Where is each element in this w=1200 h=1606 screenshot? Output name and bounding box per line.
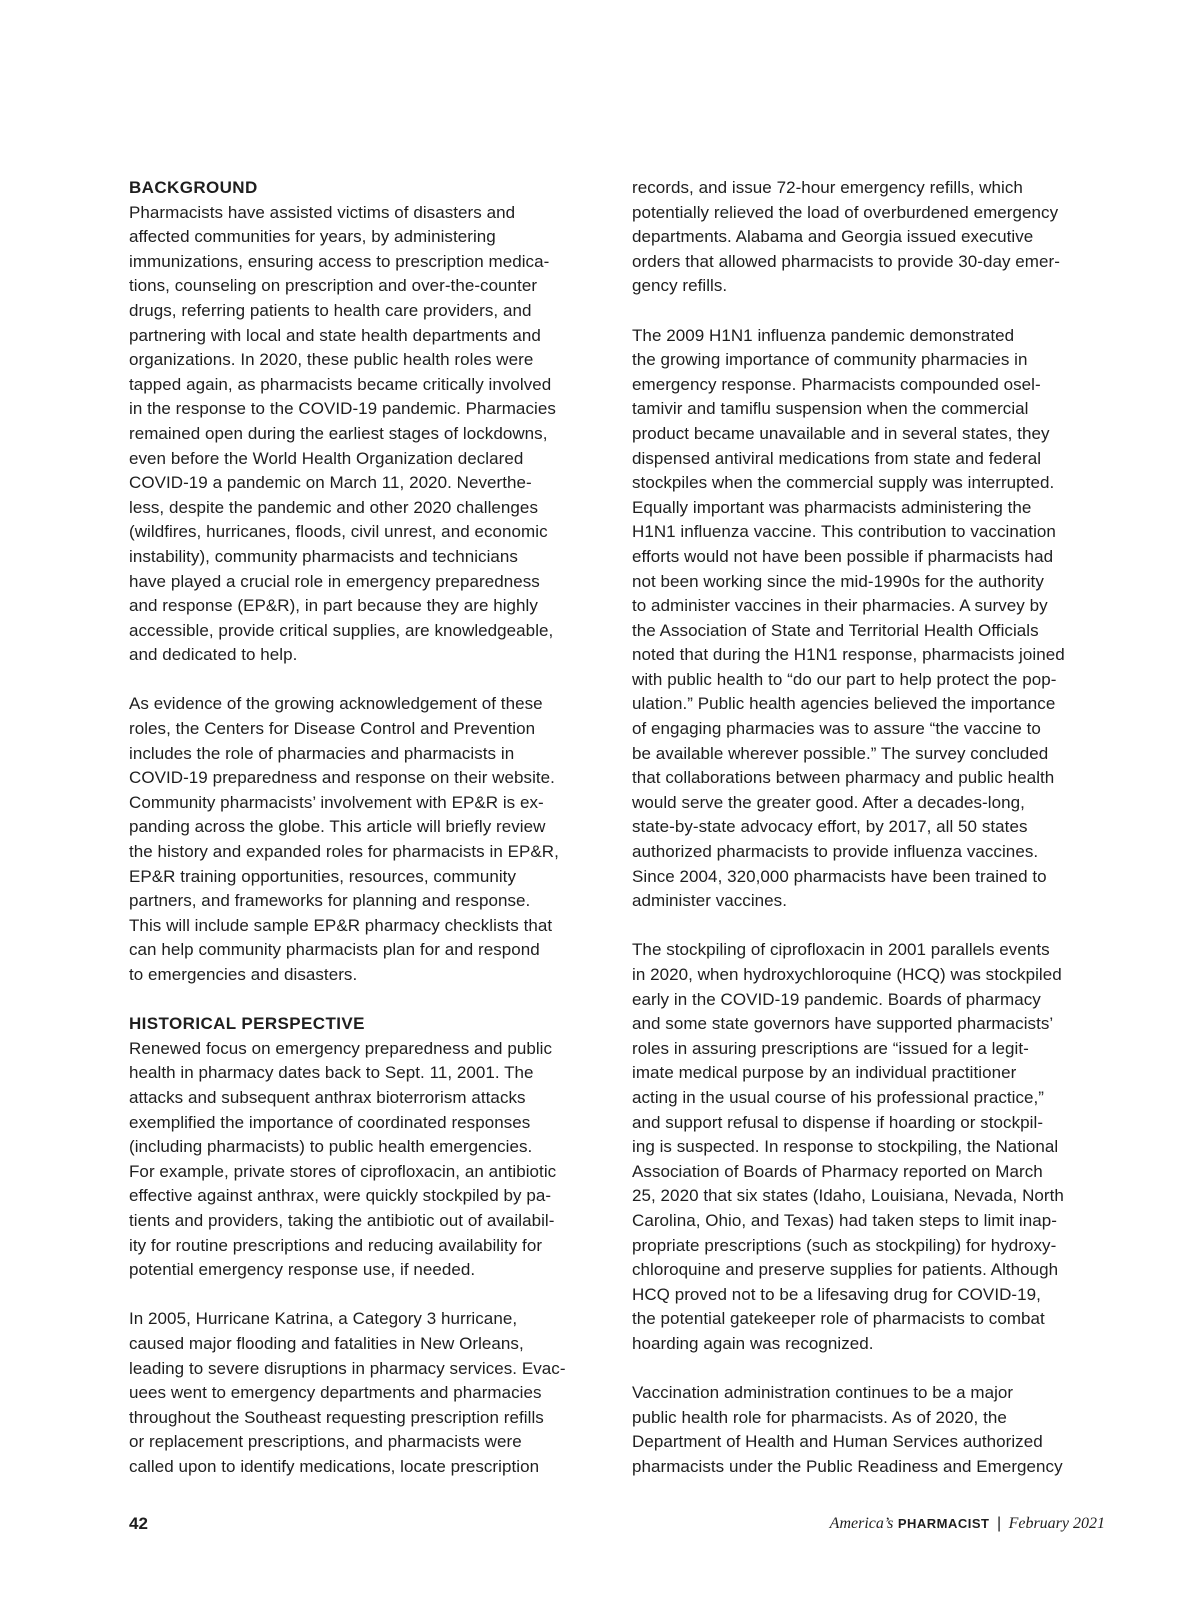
- text-line: For example, private stores of ciprofloxacin, an antibiotic: [129, 1161, 557, 1181]
- text-line: departments. Alabama and Georgia issued executive: [632, 227, 1034, 247]
- text-line: stockpiles when the commercial supply was interrupted.: [632, 473, 1055, 493]
- text-line: early in the COVID-19 pandemic. Boards of pharmacy: [632, 989, 1041, 1009]
- text-line: The 2009 H1N1 influenza pandemic demonstrated: [632, 325, 1015, 345]
- text-line: includes the role of pharmacies and pharmacists in: [129, 743, 515, 763]
- text-line: Association of Boards of Pharmacy reported on March: [632, 1161, 1043, 1181]
- section-heading: HISTORICAL PERSPECTIVE: [129, 1014, 365, 1034]
- text-line: even before the World Health Organization declared: [129, 448, 524, 468]
- text-line: ity for routine prescriptions and reducing availability for: [129, 1235, 543, 1255]
- text-line: This will include sample EP&R pharmacy checklists that: [129, 915, 553, 935]
- footer-separator: |: [996, 1515, 1002, 1532]
- text-line: administer vaccines.: [632, 891, 788, 911]
- text-line: Renewed focus on emergency preparedness and public: [129, 1038, 553, 1058]
- text-line: EP&R training opportunities, resources, community: [129, 866, 517, 886]
- text-line: ing is suspected. In response to stockpiling, the National: [632, 1137, 1059, 1157]
- text-line: panding across the globe. This article will briefly review: [129, 817, 546, 837]
- text-line: partners, and frameworks for planning and response.: [129, 891, 531, 911]
- text-line: public health role for pharmacists. As of 2020, the: [632, 1407, 1007, 1427]
- text-line: chloroquine and preserve supplies for patients. Although: [632, 1260, 1059, 1280]
- text-line: in the response to the COVID-19 pandemic. Pharmacies: [129, 399, 556, 419]
- text-line: throughout the Southeast requesting prescription refills: [129, 1407, 544, 1427]
- text-line: The stockpiling of ciprofloxacin in 2001 parallels events: [632, 940, 1050, 960]
- text-line: gency refills.: [632, 276, 728, 296]
- text-line: records, and issue 72-hour emergency refills, which: [632, 178, 1023, 197]
- text-line: noted that during the H1N1 response, pharmacists joined: [632, 645, 1065, 665]
- text-line: As evidence of the growing acknowledgement of these: [129, 694, 543, 714]
- text-line: tapped again, as pharmacists became critically involved: [129, 374, 552, 394]
- text-line: COVID-19 a pandemic on March 11, 2020. Neverthe-: [129, 473, 532, 493]
- text-line: In 2005, Hurricane Katrina, a Category 3 hurricane,: [129, 1309, 518, 1329]
- text-line: to administer vaccines in their pharmacies. A survey by: [632, 596, 1048, 616]
- text-line: 25, 2020 that six states (Idaho, Louisiana, Nevada, North: [632, 1186, 1064, 1206]
- text-line: dispensed antiviral medications from state and federal: [632, 448, 1042, 468]
- paragraph-gap: [129, 988, 601, 1013]
- text-line: the potential gatekeeper role of pharmacists to combat: [632, 1309, 1045, 1329]
- text-line: that collaborations between pharmacy and public health: [632, 768, 1055, 788]
- text-line: organizations. In 2020, these public health roles were: [129, 350, 534, 370]
- text-line: of engaging pharmacies was to assure “the vaccine to: [632, 719, 1041, 739]
- text-line: COVID-19 preparedness and response on their website.: [129, 768, 555, 788]
- text-line: Since 2004, 320,000 pharmacists have been trained to: [632, 866, 1047, 886]
- text-line: tamivir and tamiflu suspension when the commercial: [632, 399, 1029, 419]
- text-line: ulation.” Public health agencies believed the importance: [632, 694, 1056, 714]
- paragraph-gap: [632, 299, 1104, 324]
- paragraph-gap: [632, 914, 1104, 939]
- text-line: tions, counseling on prescription and over-the-counter: [129, 276, 538, 296]
- text-line: health in pharmacy dates back to Sept. 11, 2001. The: [129, 1063, 534, 1083]
- text-line: drugs, referring patients to health care providers, and: [129, 300, 532, 320]
- text-line: partnering with local and state health departments and: [129, 325, 541, 345]
- left-column: [129, 176, 601, 1479]
- text-line: accessible, provide critical supplies, are knowledgeable,: [129, 620, 554, 640]
- text-line: roles, the Centers for Disease Control and Prevention: [129, 719, 536, 739]
- text-line: the Association of State and Territorial Health Officials: [632, 620, 1039, 640]
- text-line: roles in assuring prescriptions are “issued for a legit-: [632, 1038, 1029, 1058]
- text-line: and response (EP&R), in part because they are highly: [129, 596, 538, 616]
- text-line: propriate prescriptions (such as stockpiling) for hydroxy-: [632, 1235, 1057, 1255]
- section-heading: BACKGROUND: [129, 178, 258, 197]
- text-line: not been working since the mid-1990s for the authority: [632, 571, 1044, 591]
- text-line: authorized pharmacists to provide influenza vaccines.: [632, 842, 1039, 862]
- text-line: state-by-state advocacy effort, by 2017, all 50 states: [632, 817, 1028, 837]
- issue-date: February 2021: [1008, 1515, 1105, 1532]
- text-line: and some state governors have supported pharmacists’: [632, 1014, 1054, 1034]
- text-line: pharmacists under the Public Readiness and Emergency: [632, 1456, 1063, 1476]
- text-line: acting in the usual course of his professional practice,”: [632, 1087, 1045, 1107]
- text-line: effective against anthrax, were quickly stockpiled by pa-: [129, 1186, 552, 1206]
- text-line: Equally important was pharmacists administering the: [632, 497, 1032, 517]
- text-line: H1N1 influenza vaccine. This contribution to vaccination: [632, 522, 1056, 542]
- text-line: Community pharmacists’ involvement with EP&R is ex-: [129, 792, 544, 812]
- text-line: affected communities for years, by administering: [129, 227, 496, 247]
- paragraph-gap: [129, 668, 601, 693]
- text-line: can help community pharmacists plan for and respond: [129, 940, 540, 960]
- text-line: (including pharmacists) to public health emergencies.: [129, 1137, 533, 1157]
- text-line: imate medical purpose by an individual practitioner: [632, 1063, 1017, 1083]
- text-line: potential emergency response use, if needed.: [129, 1260, 476, 1280]
- text-line: potentially relieved the load of overburdened emergency: [632, 202, 1059, 222]
- text-line: to emergencies and disasters.: [129, 965, 358, 984]
- text-line: or replacement prescriptions, and pharmacists were: [129, 1432, 522, 1452]
- text-line: and dedicated to help.: [129, 645, 298, 665]
- text-line: emergency response. Pharmacists compounded osel-: [632, 374, 1041, 394]
- text-line: with public health to “do our part to help protect the pop-: [632, 669, 1057, 689]
- publication-prefix: America’s: [829, 1515, 894, 1532]
- paragraph-gap: [632, 1357, 1104, 1382]
- text-line: would serve the greater good. After a decades-long,: [632, 792, 1025, 812]
- text-line: hoarding again was recognized.: [632, 1333, 874, 1353]
- text-line: leading to severe disruptions in pharmacy services. Evac-: [129, 1358, 566, 1378]
- text-line: in 2020, when hydroxychloroquine (HCQ) was stockpiled: [632, 965, 1062, 984]
- text-line: orders that allowed pharmacists to provide 30-day emer-: [632, 251, 1060, 271]
- text-line: remained open during the earliest stages of lockdowns,: [129, 423, 548, 443]
- text-line: attacks and subsequent anthrax bioterrorism attacks: [129, 1087, 526, 1107]
- text-line: caused major flooding and fatalities in New Orleans,: [129, 1333, 524, 1353]
- text-line: efforts would not have been possible if pharmacists had: [632, 546, 1054, 566]
- text-line: (wildfires, hurricanes, floods, civil unrest, and economic: [129, 522, 548, 542]
- text-line: HCQ proved not to be a lifesaving drug for COVID-19,: [632, 1284, 1041, 1304]
- text-line: Vaccination administration continues to be a major: [632, 1383, 1014, 1403]
- paragraph-gap: [129, 1283, 601, 1308]
- text-line: immunizations, ensuring access to prescription medica-: [129, 251, 550, 271]
- text-line: be available wherever possible.” The survey concluded: [632, 743, 1049, 763]
- text-line: and support refusal to dispense if hoarding or stockpil-: [632, 1112, 1044, 1132]
- text-line: product became unavailable and in several states, they: [632, 423, 1050, 443]
- text-line: tients and providers, taking the antibiotic out of availabil-: [129, 1210, 555, 1230]
- right-column: [632, 176, 1104, 1479]
- text-line: exemplified the importance of coordinated responses: [129, 1112, 531, 1132]
- text-line: Department of Health and Human Services authorized: [632, 1432, 1043, 1452]
- masthead: [830, 1514, 1105, 1534]
- text-line: have played a crucial role in emergency preparedness: [129, 571, 540, 591]
- text-line: the growing importance of community pharmacies in: [632, 350, 1028, 370]
- text-line: the history and expanded roles for pharmacists in EP&R,: [129, 842, 559, 862]
- text-line: instability), community pharmacists and technicians: [129, 546, 518, 566]
- text-line: uees went to emergency departments and pharmacies: [129, 1383, 542, 1403]
- text-line: less, despite the pandemic and other 2020 challenges: [129, 497, 538, 517]
- publication-name: PHARMACIST: [897, 1516, 990, 1531]
- text-line: Carolina, Ohio, and Texas) had taken steps to limit inap-: [632, 1210, 1057, 1230]
- text-line: called upon to identify medications, locate prescription: [129, 1456, 540, 1476]
- text-line: Pharmacists have assisted victims of disasters and: [129, 202, 516, 222]
- page-number: 42: [129, 1514, 148, 1533]
